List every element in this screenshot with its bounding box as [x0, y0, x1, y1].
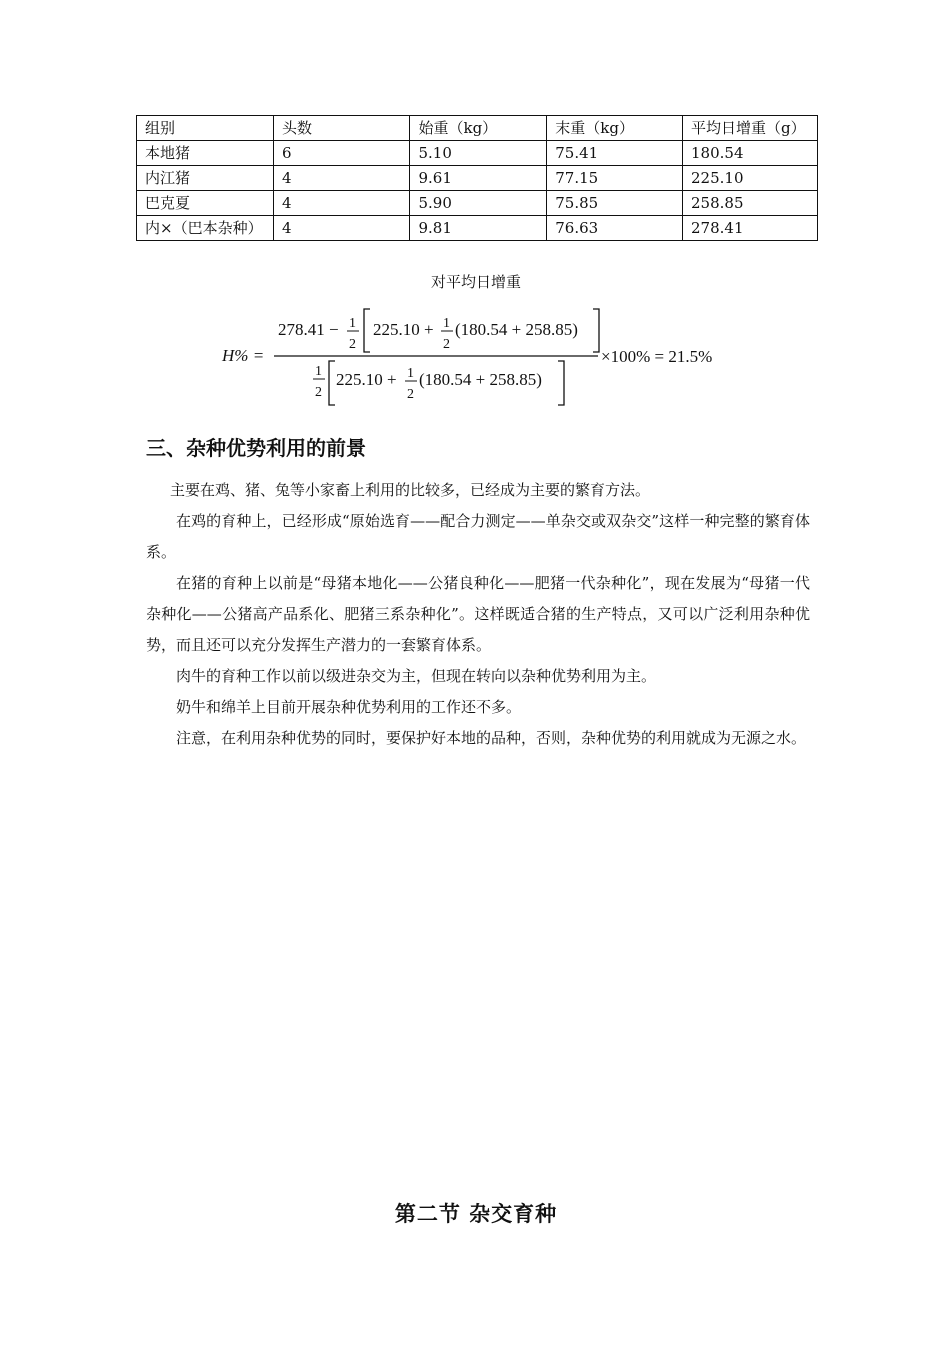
table-cell: 4 [273, 191, 410, 216]
table-cell: 6 [273, 141, 410, 166]
den-left-bracket [329, 361, 335, 405]
body-paragraph: 在鸡的育种上，已经形成“原始选育——配合力测定——单杂交或双杂交”这样一种完整的繁育体系。 [146, 512, 810, 561]
table-cell: 本地猪 [137, 141, 274, 166]
table-header-cell: 头数 [273, 116, 410, 141]
table-header-cell: 末重（kg） [547, 116, 683, 141]
table-cell: 4 [273, 166, 410, 191]
table-body [137, 116, 818, 241]
formula-lhs: H% = [222, 346, 265, 365]
num-half-one: 1 [349, 316, 356, 331]
num-half-two: 2 [349, 337, 356, 352]
table-header-cell: 始重（kg） [410, 116, 547, 141]
body-paragraph: 肉牛的育种工作以前以级进杂交为主，但现在转向以杂种优势利用为主。 [176, 667, 657, 685]
weight-gain-table [136, 115, 818, 241]
table-header-cell: 组别 [137, 116, 274, 141]
table-cell: 77.15 [547, 166, 683, 191]
table-cell: 180.54 [683, 141, 818, 166]
table-row [137, 191, 818, 216]
num-right-bracket [593, 309, 599, 352]
den-half-two: 2 [315, 385, 322, 400]
table-row [137, 141, 818, 166]
body-paragraph: 奶牛和绵羊上目前开展杂种优势利用的工作还不多。 [176, 698, 522, 716]
body-paragraph: 注意，在利用杂种优势的同时，要保护好本地的品种，否则，杂种优势的利用就成为无源之水。 [176, 729, 807, 747]
section-heading: 三、杂种优势利用的前景 [146, 436, 366, 460]
table-cell: 75.41 [547, 141, 683, 166]
table-cell: 9.61 [410, 166, 547, 191]
body-paragraph: 在猪的育种上以前是“母猪本地化——公猪良种化——肥猪一代杂种化”，现在发展为“母猪一代杂种化——公猪高产品系化、肥猪三系杂种化”。这样既适合猪的生产特点，又可以广泛利用杂种优势，而且还可以充分发挥生产潜力的一套繁育体系。 [146, 574, 810, 654]
formula-result: ×100% = 21.5% [601, 347, 713, 366]
den-inner-half-one: 1 [407, 366, 414, 381]
table-cell: 内江猪 [137, 166, 274, 191]
section-body [146, 475, 810, 754]
den-half-one: 1 [315, 364, 322, 379]
table-header-row [137, 116, 818, 141]
den-right-bracket [558, 361, 564, 405]
table-cell: 278.41 [683, 216, 818, 241]
table-cell: 5.10 [410, 141, 547, 166]
table-cell: 258.85 [683, 191, 818, 216]
body-paragraph: 主要在鸡、猪、兔等小家畜上利用的比较多，已经成为主要的繁育方法。 [170, 481, 651, 499]
heterosis-formula [218, 305, 748, 413]
table-header-cell: 平均日增重（g） [683, 116, 818, 141]
table-cell: 4 [273, 216, 410, 241]
table-cell: 内×（巴本杂种） [137, 216, 274, 241]
table-cell: 巴克夏 [137, 191, 274, 216]
den-paren-sum: (180.54 + 258.85) [419, 370, 542, 389]
table-row [137, 216, 818, 241]
num-left-bracket [364, 309, 370, 352]
num-inner-term: 225.10 + [373, 320, 434, 339]
table-row [137, 166, 818, 191]
table-cell: 225.10 [683, 166, 818, 191]
den-inner-term: 225.10 + [336, 370, 397, 389]
formula-caption: 对平均日增重 [430, 273, 521, 291]
num-inner-half-one: 1 [443, 316, 450, 331]
table-cell: 5.90 [410, 191, 547, 216]
table-cell: 9.81 [410, 216, 547, 241]
table-cell: 76.63 [547, 216, 683, 241]
numerator-lead: 278.41 − [278, 320, 339, 339]
table-cell: 75.85 [547, 191, 683, 216]
num-paren-sum: (180.54 + 258.85) [455, 320, 578, 339]
num-inner-half-two: 2 [443, 337, 450, 352]
chapter-section-heading: 第二节 杂交育种 [394, 1202, 558, 1226]
den-inner-half-two: 2 [407, 387, 414, 402]
